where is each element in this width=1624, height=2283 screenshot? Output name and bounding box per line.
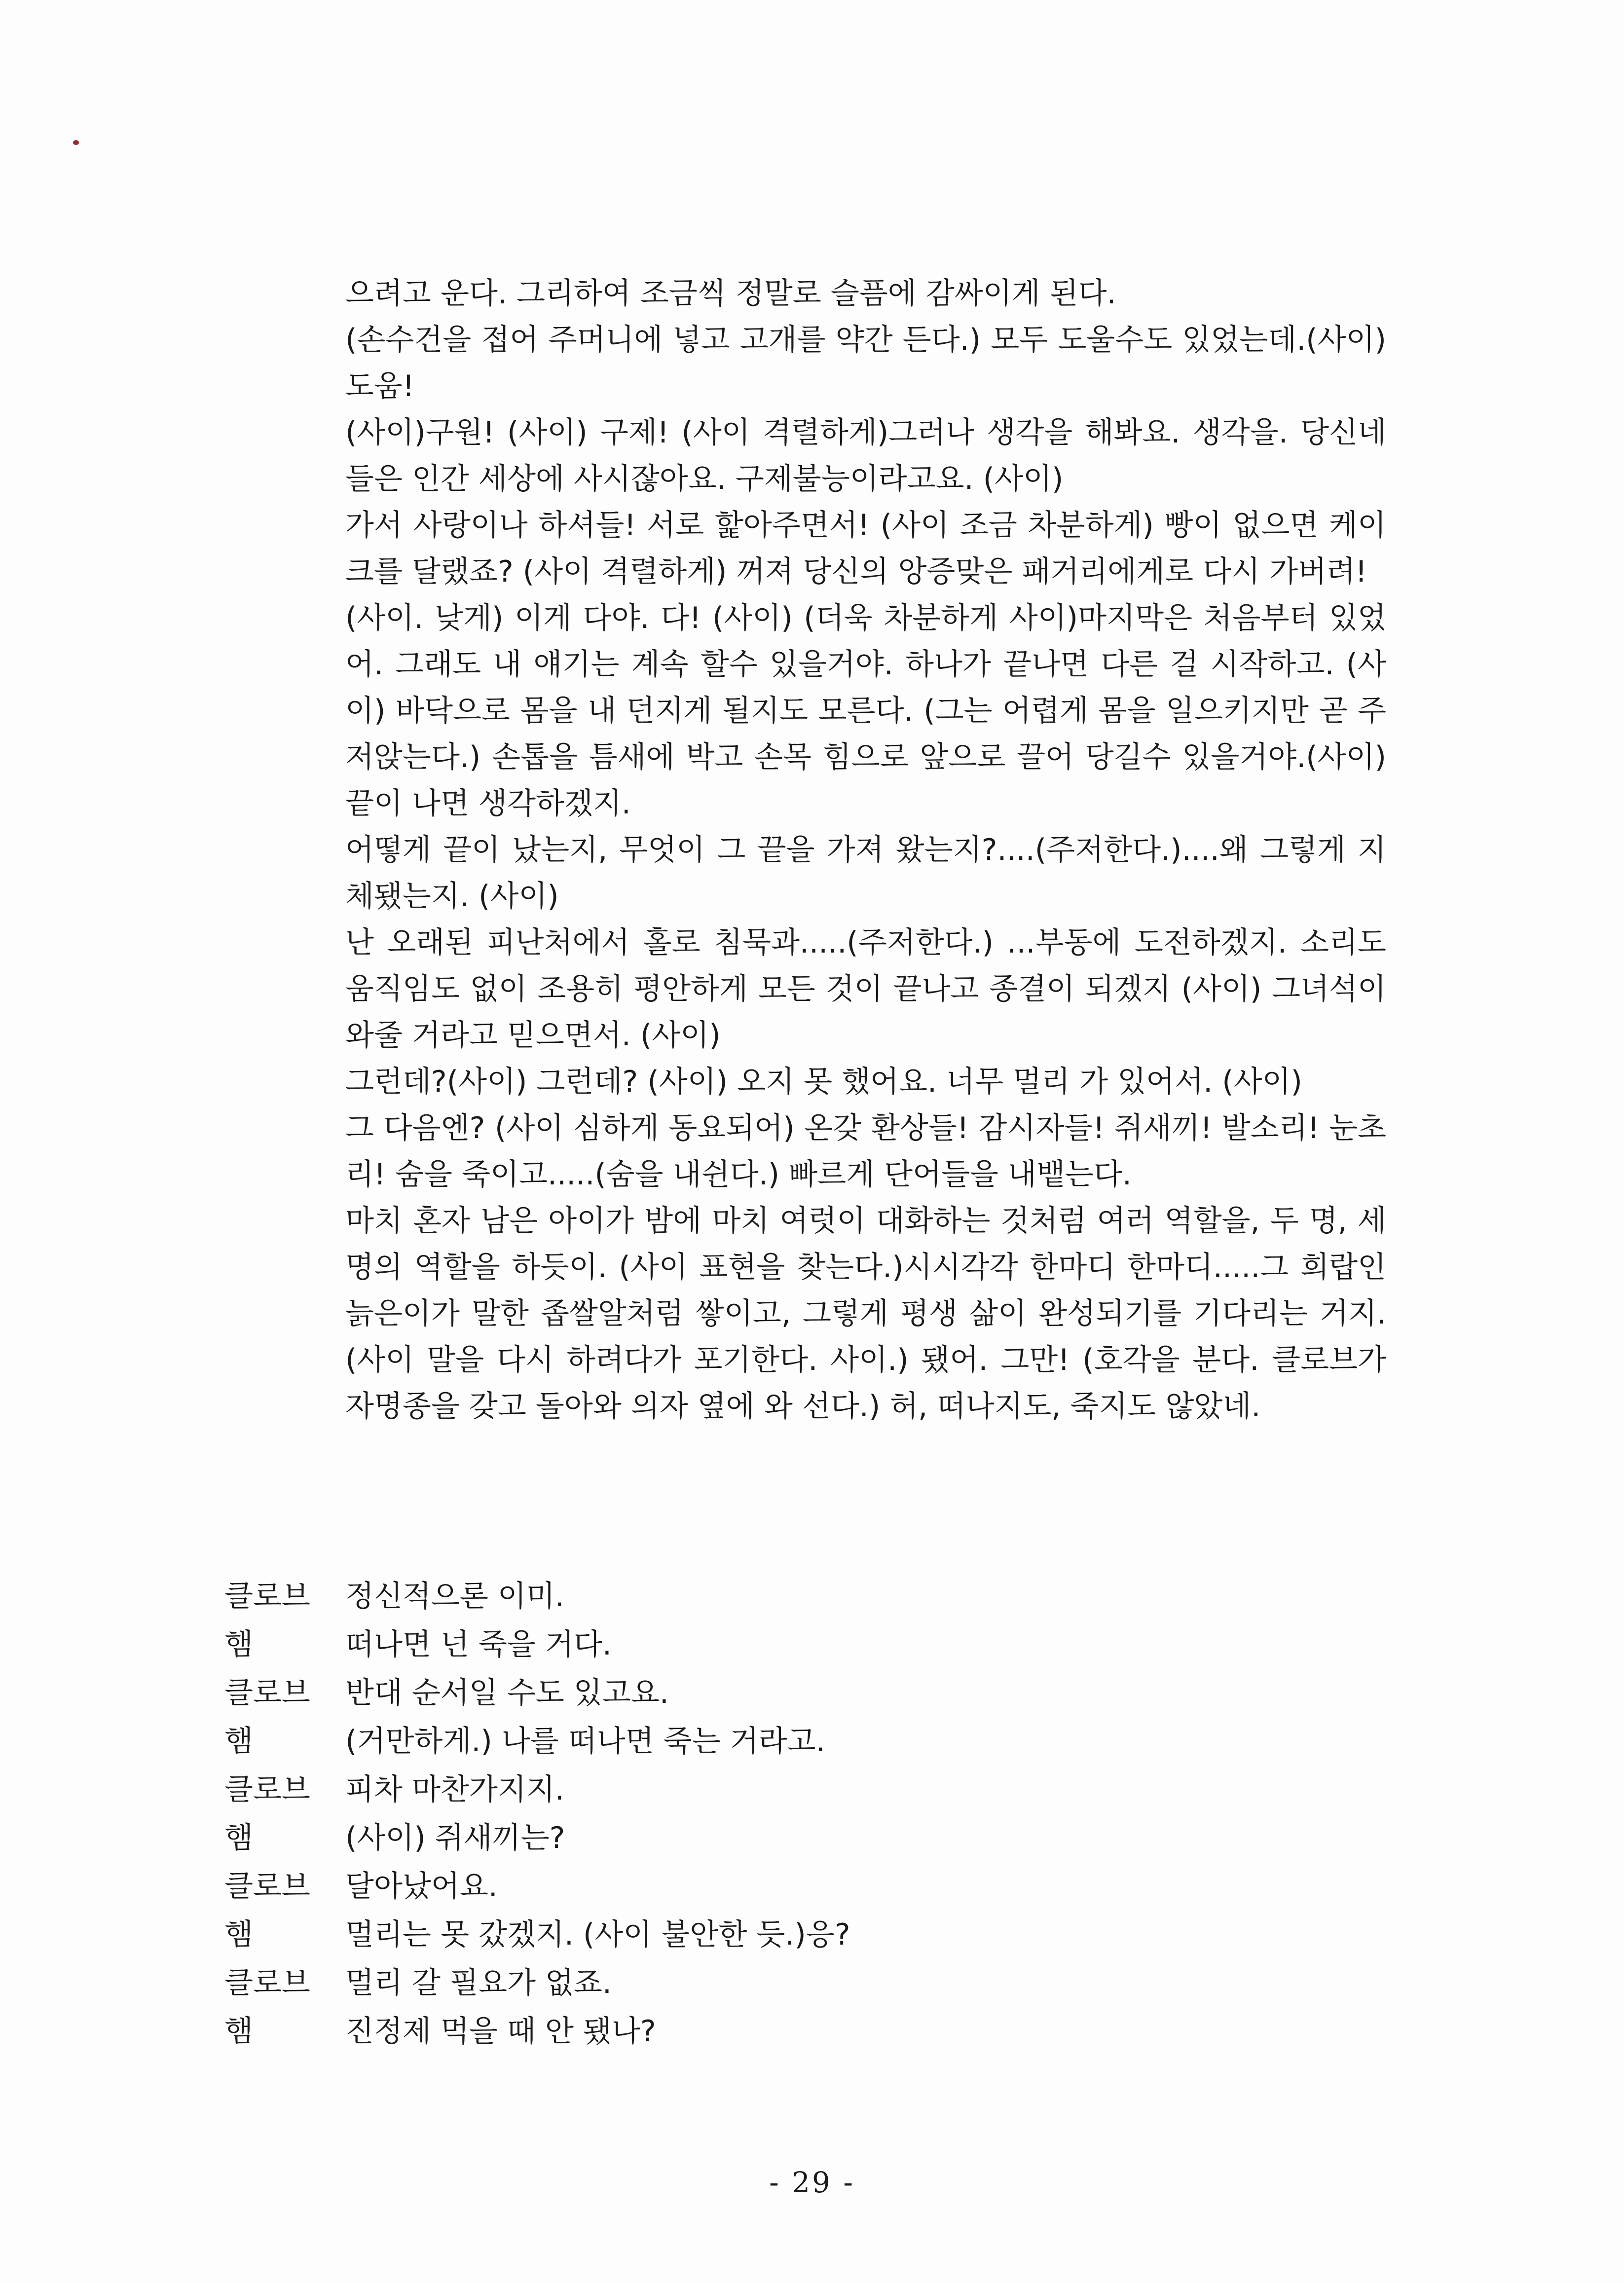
speaker-name: 클로브 (224, 1869, 310, 1904)
dialogue-line (224, 1669, 1389, 1718)
monologue-paragraph: (손수건을 접어 주머니에 넣고 고개를 약간 든다.) 모두 도울수도 있었는데.(사이)도움! (345, 323, 1386, 404)
monologue-paragraph: (사이)구원! (사이) 구제! (사이 격렬하게)그러나 생각을 해봐요. 생각을. 당신네들은 인간 세상에 사시잖아요. 구제불능이라고요. (사이) (345, 415, 1386, 496)
speaker-name: 햄 (224, 1917, 253, 1952)
speaker-name: 햄 (224, 1627, 253, 1662)
speaker-name: 클로브 (224, 1579, 310, 1614)
dialogue-text: 피차 마찬가지지. (345, 1772, 564, 1807)
speaker-name: 클로브 (224, 1772, 310, 1807)
dialogue-text: 정신적으론 이미. (345, 1579, 564, 1614)
dialogue-text: 떠나면 넌 죽을 거다. (345, 1627, 612, 1662)
monologue-paragraph: 어떻게 끝이 났는지, 무엇이 그 끝을 가져 왔는지?....(주저한다.)....왜 그렇게 지체됐는지. (사이) (345, 833, 1386, 914)
speaker-name: 햄 (224, 1724, 253, 1759)
dialogue-text: 멀리 갈 필요가 없죠. (345, 1966, 612, 2000)
monologue-paragraph: 마치 혼자 남은 아이가 밤에 마치 여럿이 대화하는 것처럼 여러 역할을, 두 명, 세 명의 역할을 하듯이. (사이 표현을 찾는다.)시시각각 한마디 한마디.....그 희랍인 늙은이가 말한 좁쌀알처럼 쌓이고, 그렇게 평생 삶이 완성되기를 기다리는 거지.(사이 말을 다시 하려다가 포기한다. 사이.) 됐어. 그만! (호각을 분다. 클로브가 자명종을 갖고 돌아와 의자 옆에 와 선다.) 허, 떠나지도, 죽지도 않았네. (345, 1204, 1386, 1424)
monologue-block (345, 270, 1386, 1430)
dialogue-line (224, 1573, 1389, 1621)
dialogue-text: (거만하게.) 나를 떠나면 죽는 거라고. (345, 1724, 825, 1759)
speaker-name: 클로브 (224, 1966, 310, 2000)
dialogue-line (224, 1621, 1389, 1669)
dialogue-text: 진정제 먹을 때 안 됐나? (345, 2014, 656, 2049)
monologue-paragraph: (사이. 낮게) 이게 다야. 다! (사이) (더욱 차분하게 사이)마지막은 처음부터 있었어. 그래도 내 얘기는 계속 할수 있을거야. 하나가 끝나면 다른 걸 시작하고. (사이) 바닥으로 몸을 내 던지게 될지도 모른다. (그는 어렵게 몸을 일으키지만 곧 주저앉는다.) 손톱을 틈새에 박고 손목 힘으로 앞으로 끌어 당길수 있을거야.(사이) 끝이 나면 생각하겠지. (345, 601, 1386, 821)
page-number: - 29 - (769, 2166, 855, 2199)
dialogue-list (224, 1573, 1389, 2056)
dialogue-line (224, 1959, 1389, 2008)
dialogue-line (224, 1863, 1389, 1911)
speaker-name: 클로브 (224, 1676, 310, 1710)
monologue-paragraph: 그 다음엔? (사이 심하게 동요되어) 온갖 환상들! 감시자들! 쥐새끼! 발소리! 눈초리! 숨을 죽이고.....(숨을 내쉰다.) 빠르게 단어들을 내뱉는다. (345, 1111, 1386, 1192)
speaker-name: 햄 (224, 2014, 253, 2049)
monologue-paragraph: 그런데?(사이) 그런데? (사이) 오지 못 했어요. 너무 멀리 가 있어서. (사이) (345, 1065, 1302, 1099)
monologue-paragraph: 으려고 운다. 그리하여 조금씩 정말로 슬픔에 감싸이게 된다. (345, 276, 1116, 311)
dialogue-text: (사이) 쥐새끼는? (345, 1821, 565, 1855)
dialogue-text: 반대 순서일 수도 있고요. (345, 1676, 669, 1710)
dialogue-line (224, 2008, 1389, 2056)
dialogue-line (224, 1718, 1389, 1766)
monologue-paragraph: 가서 사랑이나 하셔들! 서로 핥아주면서! (사이 조금 차분하게) 빵이 없으면 케이크를 달랬죠? (사이 격렬하게) 꺼져 당신의 앙증맞은 패거리에게로 다시 가버려! (345, 508, 1386, 589)
dialogue-line (224, 1766, 1389, 1814)
dialogue-line (224, 1814, 1389, 1863)
speaker-name: 햄 (224, 1821, 253, 1855)
ink-speck (73, 140, 79, 145)
monologue-paragraph: 난 오래된 피난처에서 홀로 침묵과.....(주저한다.) ...부동에 도전하겠지. 소리도 움직임도 없이 조용히 평안하게 모든 것이 끝나고 종결이 되겠지 (사이) 그녀석이 와줄 거라고 믿으면서. (사이) (345, 925, 1386, 1053)
dialogue-text: 달아났어요. (345, 1869, 498, 1904)
dialogue-text: 멀리는 못 갔겠지. (사이 불안한 듯.)응? (345, 1917, 850, 1952)
dialogue-line (224, 1911, 1389, 1959)
